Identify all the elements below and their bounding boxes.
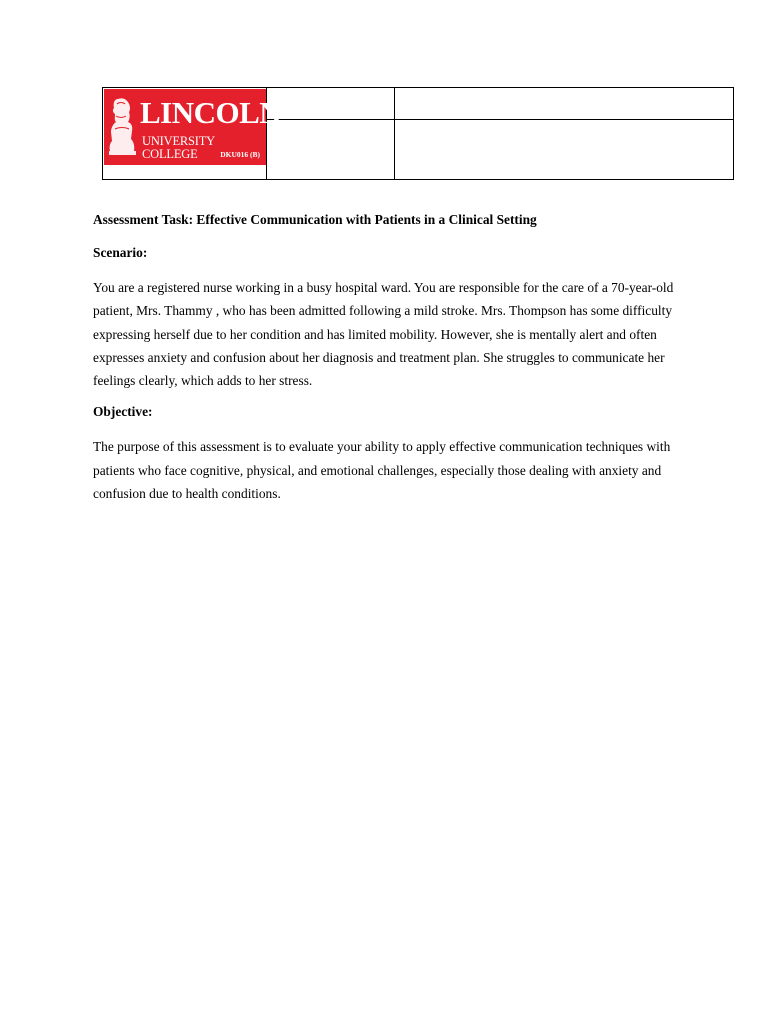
header-table xyxy=(102,87,734,180)
header-cell-bottom-middle xyxy=(267,120,395,180)
task-title: Assessment Task: Effective Communication with Patients in a Clinical Setting xyxy=(93,212,537,227)
logo-code: DKU016 (B) xyxy=(220,150,260,159)
logo-title: LINCOLN xyxy=(140,95,282,130)
header-cell-top-right xyxy=(395,88,734,120)
scenario-paragraph: You are a registered nurse working in a busy hospital ward. You are responsible for the care of a 70-year-old patient, Mrs. Thammy , who has been admitted following a mild stroke. Mrs. Thompson has some difficulty expressing herself due to her condition and has limited mobility. However, she is mentally alert and often expresses anxiety and confusion about her diagnosis and treatment plan. She struggles to communicate her feelings clearly, which adds to her stress. xyxy=(93,280,674,389)
header-cell-bottom-right xyxy=(395,120,734,180)
college-logo xyxy=(104,89,282,165)
objective-paragraph: The purpose of this assessment is to evaluate your ability to apply effective communication techniques with patients who face cognitive, physical, and emotional challenges, especially those dealing with anxiety and confusion due to health conditions. xyxy=(93,439,671,502)
logo-subtitle: UNIVERSITY COLLEGE xyxy=(142,134,215,161)
document-body xyxy=(93,210,678,515)
objective-heading: Objective: xyxy=(93,404,153,420)
logo-cell xyxy=(103,88,282,180)
scenario-heading: Scenario: xyxy=(93,245,148,260)
lincoln-bust-icon xyxy=(108,95,138,159)
header-cell-top-middle xyxy=(267,88,395,120)
